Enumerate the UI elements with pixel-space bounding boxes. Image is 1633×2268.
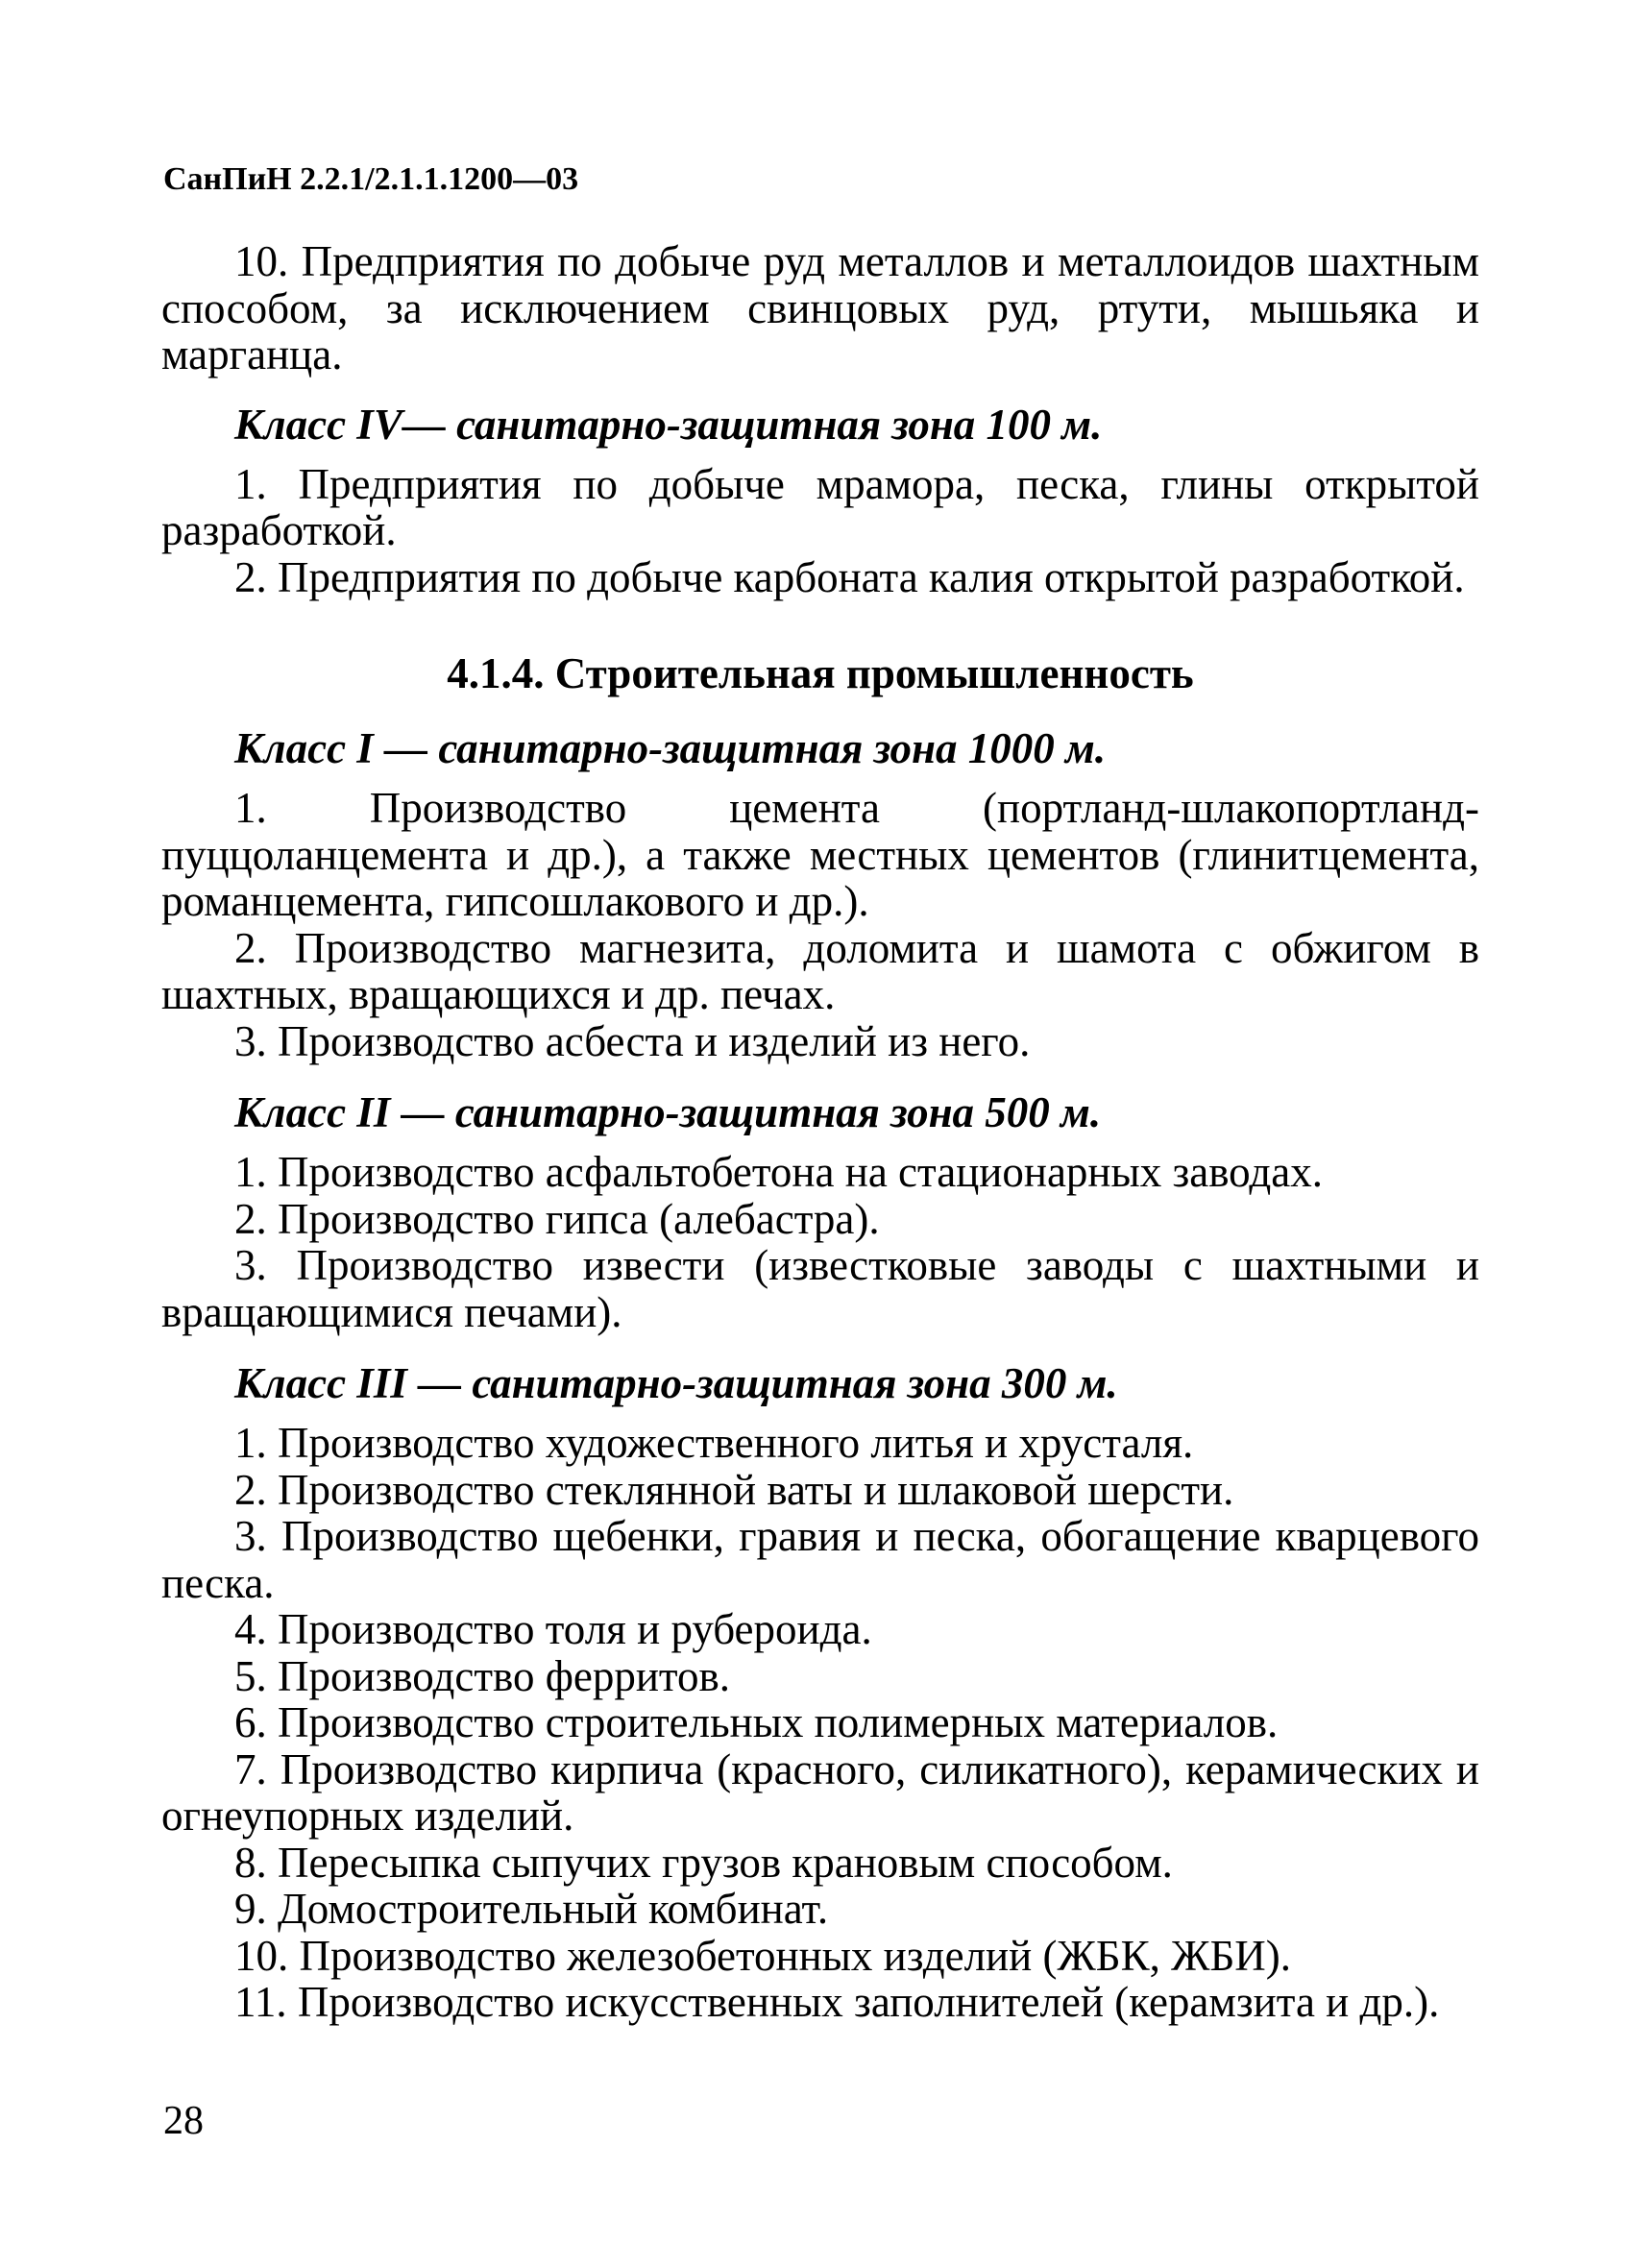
document-code-header: СанПиН 2.2.1/2.1.1.1200—03: [163, 161, 579, 197]
list-item: 5. Производство ферритов.: [234, 1651, 731, 1700]
list-item: 1. Производство художественного литья и хрусталя.: [234, 1419, 1194, 1467]
list-item: 7. Производство кирпича (красного, силикатного), керамических и огнеупорных изделий.: [161, 1744, 1479, 1840]
section-title: 4.1.4. Строительная промышленность: [447, 649, 1194, 697]
class-heading: Класс IV— санитарно-защитная зона 100 м.: [234, 400, 1103, 449]
list-item: 6. Производство строительных полимерных материалов.: [234, 1698, 1279, 1746]
list-item: 3. Производство извести (известковые заводы с шахтными и вращающимися печами).: [161, 1241, 1479, 1336]
class-heading: Класс I — санитарно-защитная зона 1000 м.: [234, 724, 1107, 772]
list-item: 1. Предприятия по добыче мрамора, песка, глины открытой разработкой.: [161, 459, 1479, 554]
list-item: 10. Предприятия по добыче руд металлов и металлоидов шахтным способом, за исключением свинцовых руд, ртути, мышьяка и марганца.: [161, 237, 1479, 378]
list-item: 2. Производство магнезита, доломита и шамота с обжигом в шахтных, вращающихся и др. печах.: [161, 923, 1479, 1018]
list-item: 3. Производство асбеста и изделий из него.: [234, 1016, 1031, 1065]
list-item: 2. Производство гипса (алебастра).: [234, 1194, 880, 1243]
list-item: 10. Производство железобетонных изделий (ЖБК, ЖБИ).: [234, 1931, 1292, 1980]
list-item: 2. Производство стеклянной ваты и шлаковой шерсти.: [234, 1465, 1234, 1514]
class-heading: Класс II — санитарно-защитная зона 500 м.: [234, 1088, 1102, 1136]
class-heading: Класс III — санитарно-защитная зона 300 м.: [234, 1359, 1118, 1407]
list-item: 1. Производство асфальтобетона на стационарных заводах.: [234, 1148, 1323, 1196]
list-item: 3. Производство щебенки, гравия и песка, обогащение кварцевого песка.: [161, 1512, 1479, 1607]
list-item: 8. Пересыпка сыпучих грузов крановым способом.: [234, 1838, 1173, 1887]
page-content: [161, 238, 1479, 2026]
list-item: 2. Предприятия по добыче карбоната калия открытой разработкой.: [234, 552, 1465, 601]
list-item: 4. Производство толя и рубероида.: [234, 1605, 872, 1653]
list-item: 11. Производство искусственных заполнителей (керамзита и др.).: [234, 1978, 1440, 2026]
page-number: 28: [163, 2099, 204, 2143]
list-item: 9. Домостроительный комбинат.: [234, 1885, 829, 1933]
list-item: 1. Производство цемента (портланд-шлакопортланд-пуццоланцемента и др.), а также местных цементов (глинитцемента, романцемента, гипсошлакового и др.).: [161, 784, 1479, 925]
